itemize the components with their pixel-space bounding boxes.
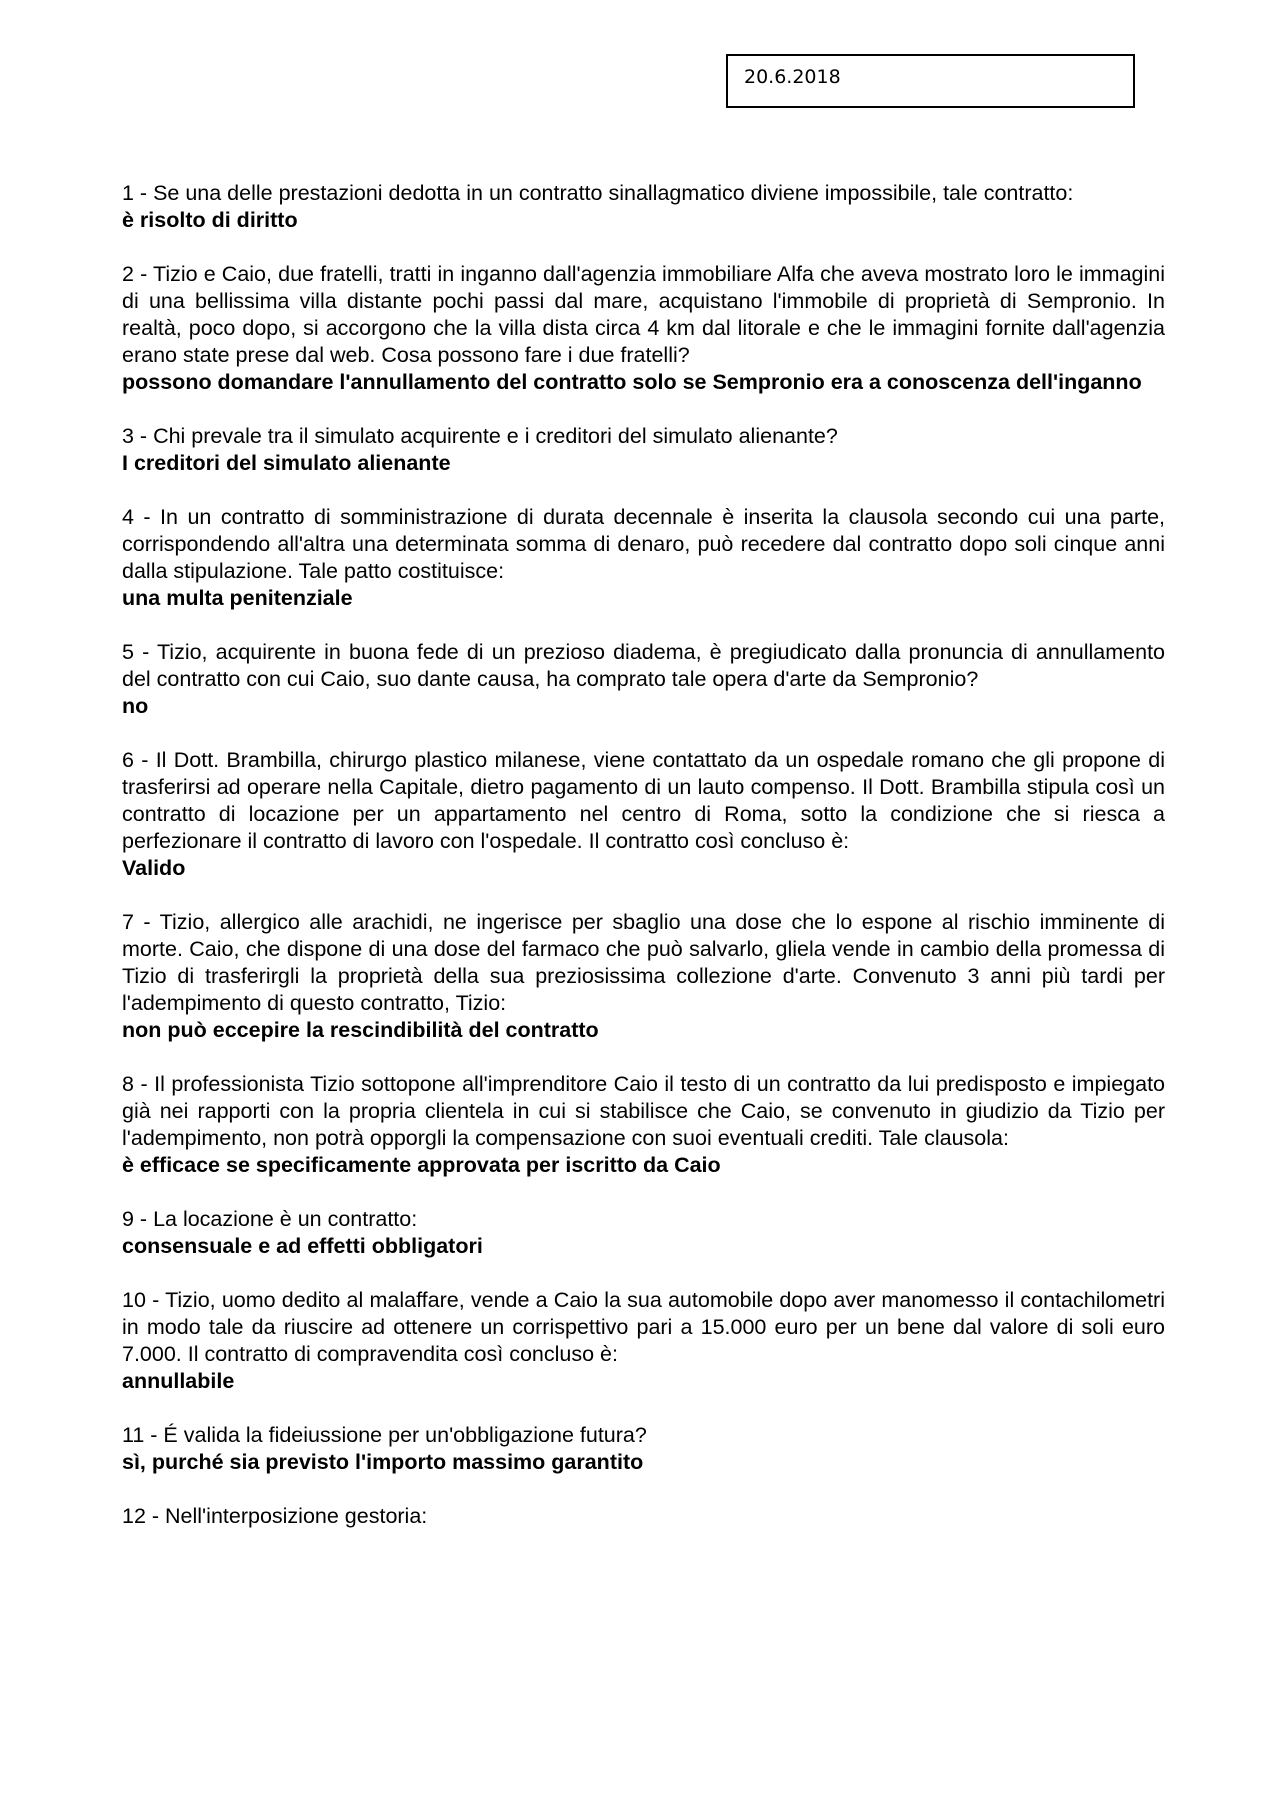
question-item-11 <box>122 1422 1165 1476</box>
question-item-8 <box>122 1071 1165 1179</box>
question-text: 3 - Chi prevale tra il simulato acquirente e i creditori del simulato alienante? <box>122 424 838 448</box>
answer-text: non può eccepire la rescindibilità del contratto <box>122 1018 599 1042</box>
question-text: 10 - Tizio, uomo dedito al malaffare, vende a Caio la sua automobile dopo aver manomesso il contachilometri in modo tale da riuscire ad ottenere un corrispettivo pari a 15.000 euro per un bene dal valore di soli euro 7.000. Il contratto di compravendita così concluso è: <box>122 1288 1165 1366</box>
document-date: 20.6.2018 <box>744 66 841 88</box>
question-item-6 <box>122 747 1165 882</box>
answer-text: I creditori del simulato alienante <box>122 451 451 475</box>
question-text: 8 - Il professionista Tizio sottopone all'imprenditore Caio il testo di un contratto da lui predisposto e impiegato già nei rapporti con la propria clientela in cui si stabilisce che Caio, se convenuto in giudizio da Tizio per l'adempimento, non potrà opporgli la compensazione con suoi eventuali crediti. Tale clausola: <box>122 1072 1165 1150</box>
question-item-3 <box>122 423 1165 477</box>
question-text: 5 - Tizio, acquirente in buona fede di un prezioso diadema, è pregiudicato dalla pronuncia di annullamento del contratto con cui Caio, suo dante causa, ha comprato tale opera d'arte da Sempronio? <box>122 640 1165 691</box>
answer-text: Valido <box>122 856 186 880</box>
question-item-10 <box>122 1287 1165 1395</box>
answer-text: no <box>122 694 149 718</box>
question-item-9 <box>122 1206 1165 1260</box>
question-text: 12 - Nell'interposizione gestoria: <box>122 1504 428 1528</box>
answer-text: consensuale e ad effetti obbligatori <box>122 1234 483 1258</box>
question-item-2 <box>122 261 1165 396</box>
question-item-4 <box>122 504 1165 612</box>
question-item-12 <box>122 1503 1165 1530</box>
answer-text: possono domandare l'annullamento del contratto solo se Sempronio era a conoscenza dell'inganno <box>122 370 1142 394</box>
question-text: 6 - Il Dott. Brambilla, chirurgo plastico milanese, viene contattato da un ospedale romano che gli propone di trasferirsi ad operare nella Capitale, dietro pagamento di un lauto compenso. Il Dott. Brambilla stipula così un contratto di locazione per un appartamento nel centro di Roma, sotto la condizione che si riesca a perfezionare il contratto di lavoro con l'ospedale. Il contratto così concluso è: <box>122 748 1165 853</box>
question-list <box>122 180 1165 1557</box>
date-box <box>726 54 1135 108</box>
question-text: 11 - É valida la fideiussione per un'obbligazione futura? <box>122 1423 647 1447</box>
question-text: 1 - Se una delle prestazioni dedotta in un contratto sinallagmatico diviene impossibile, tale contratto: <box>122 181 1074 205</box>
answer-text: è risolto di diritto <box>122 208 298 232</box>
answer-text: è efficace se specificamente approvata per iscritto da Caio <box>122 1153 721 1177</box>
answer-text: una multa penitenziale <box>122 586 353 610</box>
answer-text: sì, purché sia previsto l'importo massimo garantito <box>122 1450 644 1474</box>
question-text: 9 - La locazione è un contratto: <box>122 1207 418 1231</box>
question-text: 4 - In un contratto di somministrazione di durata decennale è inserita la clausola secondo cui una parte, corrispondendo all'altra una determinata somma di denaro, può recedere dal contratto dopo soli cinque anni dalla stipulazione. Tale patto costituisce: <box>122 505 1165 583</box>
answer-text: annullabile <box>122 1369 235 1393</box>
question-item-7 <box>122 909 1165 1044</box>
question-item-5 <box>122 639 1165 720</box>
question-text: 2 - Tizio e Caio, due fratelli, tratti in inganno dall'agenzia immobiliare Alfa che aveva mostrato loro le immagini di una bellissima villa distante pochi passi dal mare, acquistano l'immobile di proprietà di Sempronio. In realtà, poco dopo, si accorgono che la villa dista circa 4 km dal litorale e che le immagini fornite dall'agenzia erano state prese dal web. Cosa possono fare i due fratelli? <box>122 262 1165 367</box>
question-item-1 <box>122 180 1165 234</box>
question-text: 7 - Tizio, allergico alle arachidi, ne ingerisce per sbaglio una dose che lo espone al rischio imminente di morte. Caio, che dispone di una dose del farmaco che può salvarlo, gliela vende in cambio della promessa di Tizio di trasferirgli la proprietà della sua preziosissima collezione d'arte. Convenuto 3 anni più tardi per l'adempimento di questo contratto, Tizio: <box>122 910 1165 1015</box>
